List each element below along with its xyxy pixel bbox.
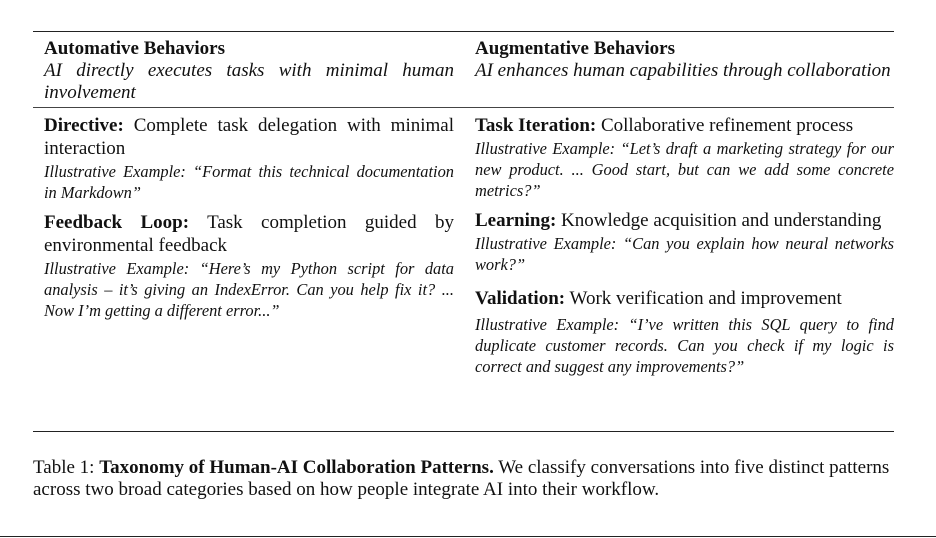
table-body-row [33,108,894,431]
pattern-description-line [475,114,894,137]
pattern-feedback-loop [44,211,454,321]
pattern-task-iteration [475,114,894,201]
taxonomy-table [33,31,894,432]
pattern-description-line [44,211,454,257]
pattern-name: Task Iteration: [475,115,597,136]
pattern-learning [475,209,894,275]
table-bottom-rule [33,431,894,432]
caption-title: Taxonomy of Human-AI Collaboration Patterns. [99,457,494,478]
column-title: Automative Behaviors [44,38,226,59]
header-automative [33,37,454,107]
table-caption [33,457,894,501]
pattern-description: Collaborative refinement process [600,115,854,136]
pattern-example: Illustrative Example: “Can you explain how neural networks work?” [475,234,894,274]
pattern-description-line [475,209,894,232]
augmentative-patterns [454,114,894,431]
pattern-example: Illustrative Example: “Format this technical documentation in Markdown” [44,162,454,202]
automative-patterns [33,114,454,431]
pattern-example: Illustrative Example: “Here’s my Python script for data analysis – it’s giving an IndexError. Can you help fix it? ... Now I’m getting a different error...” [44,259,454,320]
caption-text: We classify conversations into five distinct patterns across two broad categories based on how people integrate AI into their workflow. [33,457,890,500]
pattern-description: Work verification and improvement [569,288,842,309]
column-subtitle: AI directly executes tasks with minimal human involvement [44,60,454,103]
pattern-name: Validation: [475,288,566,309]
pattern-description-line [44,114,454,160]
pattern-name: Directive: [44,115,124,136]
pattern-name: Feedback Loop: [44,212,190,233]
table-header-row [33,32,894,107]
caption-label: Table 1: [33,457,95,478]
page-bottom-rule [0,536,936,537]
pattern-description: Task completion guided by environmental feedback [44,212,454,256]
column-title: Augmentative Behaviors [475,38,676,59]
pattern-description-line [475,287,894,310]
pattern-validation [475,287,894,377]
pattern-name: Learning: [475,210,557,231]
header-augmentative [454,37,894,107]
column-subtitle: AI enhances human capabilities through collaboration [475,60,891,81]
pattern-description: Complete task delegation with minimal interaction [44,115,454,159]
pattern-directive [44,114,454,203]
pattern-example: Illustrative Example: “I’ve written this SQL query to find duplicate customer records. Can you check if my logic is correct and suggest any improvements?” [475,315,894,376]
pattern-description: Knowledge acquisition and understanding [561,210,882,231]
pattern-example: Illustrative Example: “Let’s draft a marketing strategy for our new product. ... Good start, but can we add some concrete metrics?” [475,139,894,200]
